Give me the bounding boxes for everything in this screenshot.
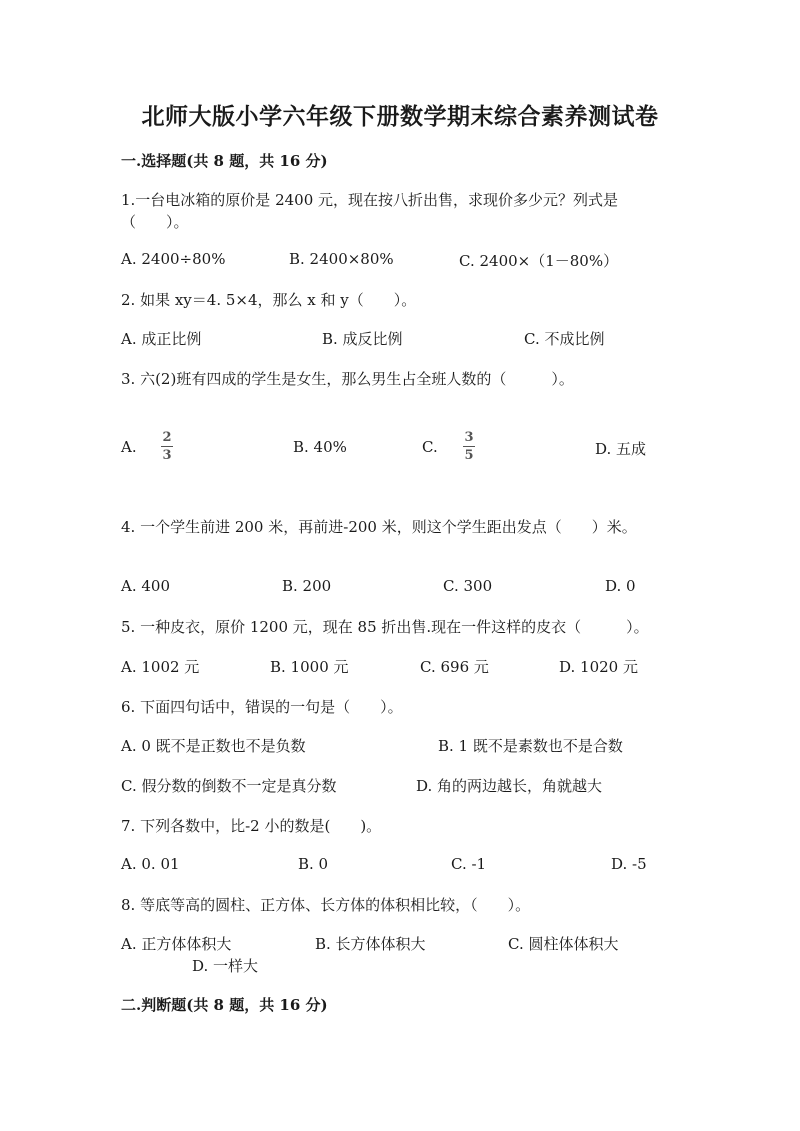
question-7-option-b: B. 0 <box>298 855 329 873</box>
question-2-stem: 2. 如果 xy＝4. 5×4，那么 x 和 y（ ）。 <box>121 291 417 309</box>
question-4-stem: 4. 一个学生前进 200 米，再前进-200 米，则这个学生距出发点（ ）米。 <box>121 518 637 536</box>
question-1-option-b: B. 2400×80% <box>289 250 394 268</box>
question-3-fraction-a <box>161 431 173 462</box>
question-1-stem-line2: （ ）。 <box>121 213 189 231</box>
question-4-option-d: D. 0 <box>605 577 636 595</box>
question-5-stem: 5. 一种皮衣，原价 1200 元，现在 85 折出售.现在一件这样的皮衣（ ）。 <box>121 618 649 636</box>
question-4-option-a: A. 400 <box>121 577 170 595</box>
question-8-option-a: A. 正方体体积大 <box>121 935 232 953</box>
fraction-denominator: 5 <box>464 448 474 463</box>
question-4-option-c: C. 300 <box>443 577 493 595</box>
question-8-option-b: B. 长方体体积大 <box>315 935 426 953</box>
fraction-denominator: 3 <box>162 448 172 463</box>
question-6-option-a: A. 0 既不是正数也不是负数 <box>121 737 306 755</box>
question-4-option-b: B. 200 <box>282 577 332 595</box>
question-1-option-a: A. 2400÷80% <box>121 250 226 268</box>
page-title: 北师大版小学六年级下册数学期末综合素养测试卷 <box>141 103 659 130</box>
section-heading-choice: 一.选择题(共 8 题，共 16 分) <box>121 152 328 170</box>
question-5-option-a: A. 1002 元 <box>121 658 200 676</box>
question-3-stem: 3. 六(2)班有四成的学生是女生，那么男生占全班人数的（ ）。 <box>121 370 574 388</box>
question-8-stem: 8. 等底等高的圆柱、正方体、长方体的体积相比较，（ ）。 <box>121 896 531 914</box>
question-5-option-c: C. 696 元 <box>420 658 489 676</box>
fraction-numerator: 2 <box>162 430 172 445</box>
question-7-option-d: D. -5 <box>611 855 647 873</box>
question-5-option-b: B. 1000 元 <box>270 658 349 676</box>
question-6-option-c: C. 假分数的倒数不一定是真分数 <box>121 777 337 795</box>
question-1-option-c: C. 2400×（1－80%） <box>459 252 619 270</box>
question-8-option-c: C. 圆柱体体积大 <box>508 935 619 953</box>
question-7-option-c: C. -1 <box>451 855 487 873</box>
question-6-option-d: D. 角的两边越长，角就越大 <box>416 777 603 795</box>
section-heading-judgement: 二.判断题(共 8 题，共 16 分) <box>121 996 328 1014</box>
question-5-option-d: D. 1020 元 <box>559 658 638 676</box>
fraction-bar <box>463 446 475 447</box>
question-2-option-a: A. 成正比例 <box>121 330 202 348</box>
question-2-option-c: C. 不成比例 <box>524 330 605 348</box>
question-7-option-a: A. 0. 01 <box>121 855 180 873</box>
question-6-option-b: B. 1 既不是素数也不是合数 <box>438 737 623 755</box>
question-8-option-d: D. 一样大 <box>192 957 259 975</box>
question-2-option-b: B. 成反比例 <box>322 330 403 348</box>
fraction-bar <box>161 446 173 447</box>
question-7-stem: 7. 下列各数中，比-2 小的数是( )。 <box>121 817 382 835</box>
question-1-stem-line1: 1.一台电冰箱的原价是 2400 元，现在按八折出售，求现价多少元？列式是 <box>121 191 619 209</box>
question-3-fraction-c <box>463 431 475 462</box>
question-3-option-a: A. <box>121 438 137 456</box>
question-3-option-b: B. 40% <box>293 438 347 456</box>
question-6-stem: 6. 下面四句话中，错误的一句是（ ）。 <box>121 698 403 716</box>
question-3-option-c: C. <box>422 438 438 456</box>
fraction-numerator: 3 <box>464 430 474 445</box>
question-3-option-d: D. 五成 <box>595 440 647 458</box>
